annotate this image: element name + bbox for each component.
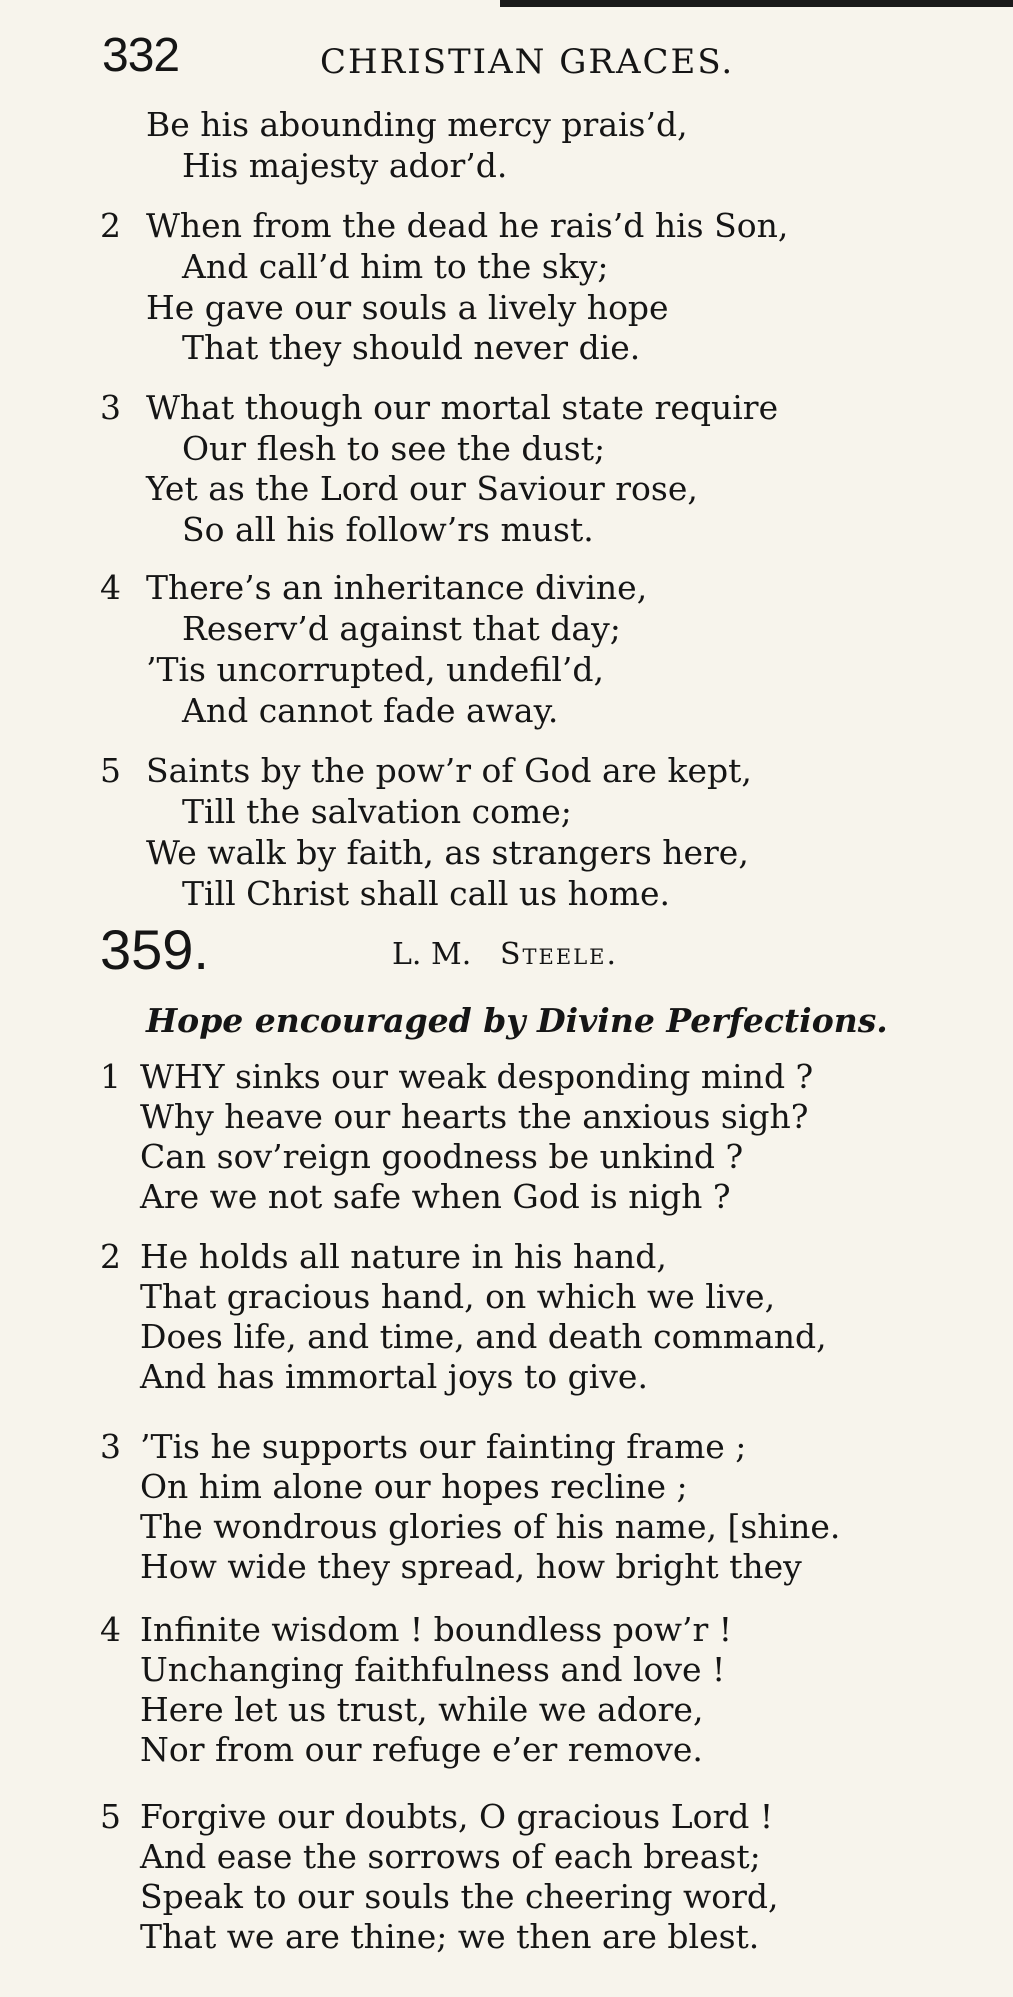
running-head: CHRISTIAN GRACES. bbox=[320, 42, 735, 82]
verse-line: Be his abounding mercy prais’d, bbox=[146, 105, 688, 144]
verse-line: WHY sinks our weak desponding mind ? bbox=[140, 1057, 814, 1096]
stanza-number: 3 bbox=[100, 388, 121, 427]
verse-line: Speak to our souls the cheering word, bbox=[140, 1877, 779, 1916]
stanza-number: 1 bbox=[100, 1057, 121, 1096]
verse-line: That we are thine; we then are blest. bbox=[140, 1917, 760, 1956]
verse-line: So all his follow’rs must. bbox=[182, 510, 594, 549]
verse-line: Here let us trust, while we adore, bbox=[140, 1690, 704, 1729]
verse-line: The wondrous glories of his name, [shine. bbox=[140, 1507, 841, 1546]
verse-line: He gave our souls a lively hope bbox=[146, 288, 669, 327]
stanza-number: 5 bbox=[100, 751, 121, 790]
verse-line: Till the salvation come; bbox=[182, 792, 572, 831]
verse-line: His majesty ador’d. bbox=[182, 146, 508, 185]
verse-line: There’s an inheritance divine, bbox=[146, 568, 648, 607]
verse-line: Our flesh to see the dust; bbox=[182, 429, 606, 468]
verse-line: Can sov’reign goodness be unkind ? bbox=[140, 1137, 744, 1176]
verse-line: On him alone our hopes recline ; bbox=[140, 1467, 688, 1506]
verse-line: ’Tis uncorrupted, undefil’d, bbox=[146, 650, 604, 689]
verse-line: And ease the sorrows of each breast; bbox=[140, 1837, 761, 1876]
verse-line: He holds all nature in his hand, bbox=[140, 1237, 667, 1276]
verse-line: ’Tis he supports our fainting frame ; bbox=[140, 1427, 747, 1466]
verse-line: How wide they spread, how bright they bbox=[140, 1547, 802, 1586]
verse-line: Infinite wisdom ! boundless pow’r ! bbox=[140, 1610, 732, 1649]
page-number: 332 bbox=[102, 29, 180, 82]
verse-line: When from the dead he rais’d his Son, bbox=[146, 206, 789, 245]
verse-line: Unchanging faithfulness and love ! bbox=[140, 1650, 726, 1689]
hymn-number: 359. bbox=[100, 918, 209, 981]
stanza-number: 2 bbox=[100, 206, 121, 245]
verse-line: And cannot fade away. bbox=[182, 691, 559, 730]
hymn-subtitle: Hope encouraged by Divine Perfections. bbox=[146, 1001, 888, 1040]
top-rule bbox=[500, 0, 1013, 7]
hymn-author: Steele. bbox=[500, 937, 619, 972]
verse-line: Does life, and time, and death command, bbox=[140, 1317, 827, 1356]
stanza-number: 4 bbox=[100, 568, 121, 607]
verse-line: That they should never die. bbox=[182, 328, 641, 367]
hymn-meter: L. M. bbox=[392, 937, 472, 972]
verse-line: Till Christ shall call us home. bbox=[182, 874, 671, 913]
verse-line: Are we not safe when God is nigh ? bbox=[140, 1177, 731, 1216]
verse-line: We walk by faith, as strangers here, bbox=[146, 833, 749, 872]
stanza-number: 4 bbox=[100, 1610, 121, 1649]
verse-line: And has immortal joys to give. bbox=[140, 1357, 648, 1396]
verse-line: Yet as the Lord our Saviour rose, bbox=[146, 469, 698, 508]
verse-line: And call’d him to the sky; bbox=[182, 247, 609, 286]
verse-line: What though our mortal state require bbox=[146, 388, 779, 427]
stanza-number: 2 bbox=[100, 1237, 121, 1276]
stanza-number: 5 bbox=[100, 1797, 121, 1836]
stanza-number: 3 bbox=[100, 1427, 121, 1466]
verse-line: Why heave our hearts the anxious sigh? bbox=[140, 1097, 809, 1136]
verse-line: Forgive our doubts, O gracious Lord ! bbox=[140, 1797, 774, 1836]
verse-line: Reserv’d against that day; bbox=[182, 609, 621, 648]
verse-line: Saints by the pow’r of God are kept, bbox=[146, 751, 752, 790]
verse-line: That gracious hand, on which we live, bbox=[140, 1277, 776, 1316]
verse-line: Nor from our refuge e’er remove. bbox=[140, 1730, 703, 1769]
